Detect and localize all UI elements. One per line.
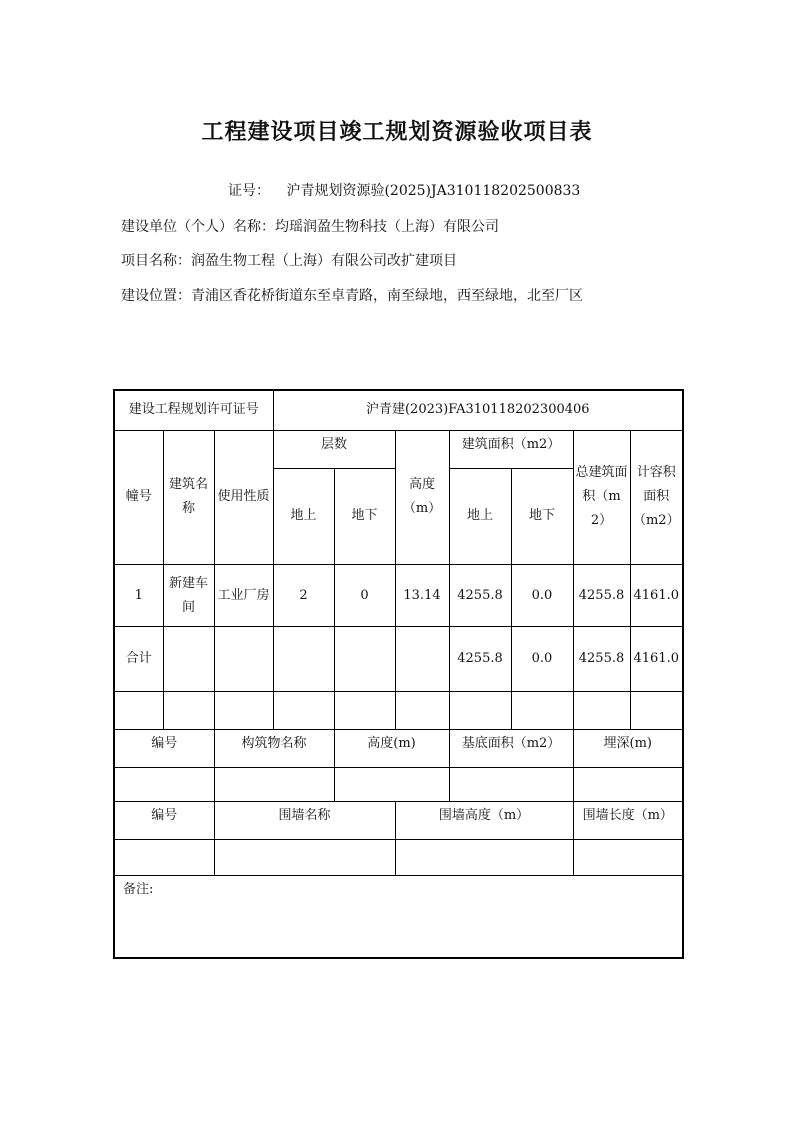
permit-value: 沪青建(2023)FA310118202300406 xyxy=(273,390,683,430)
row1-floors-below: 0 xyxy=(334,565,395,627)
structure-base-area-header: 基底面积（m2） xyxy=(449,729,573,767)
cert-line xyxy=(228,180,580,200)
header-row xyxy=(114,430,683,468)
location-label: 建设位置： xyxy=(121,288,191,304)
header-height: 高度（m） xyxy=(395,430,449,564)
row1-usage: 工业厂房 xyxy=(214,565,273,627)
permit-label: 建设工程规划许可证号 xyxy=(114,390,273,430)
location-value: 青浦区香花桥街道东至卓青路，南至绿地，西至绿地，北至厂区 xyxy=(191,288,583,304)
total-row xyxy=(114,627,683,691)
total-area-below: 0.0 xyxy=(511,627,573,691)
project-label: 项目名称： xyxy=(121,253,191,269)
table-row xyxy=(114,565,683,627)
project-value: 润盈生物工程（上海）有限公司改扩建项目 xyxy=(191,253,457,269)
unit-value: 均瑶润盈生物科技（上海）有限公司 xyxy=(275,219,499,235)
header-area-above: 地上 xyxy=(449,468,511,564)
remarks-label: 备注: xyxy=(114,876,683,958)
structure-name-header: 构筑物名称 xyxy=(214,729,334,767)
structure-empty-row xyxy=(114,767,683,801)
cert-label: 证号： xyxy=(228,183,270,199)
blank-row xyxy=(114,691,683,729)
header-total-area: 总建筑面积（m2） xyxy=(573,430,630,564)
structure-no-header: 编号 xyxy=(114,729,214,767)
unit-label: 建设单位（个人）名称： xyxy=(121,219,275,235)
wall-length-header: 围墙长度（m） xyxy=(573,801,683,839)
unit-line xyxy=(121,216,499,236)
permit-row xyxy=(114,390,683,430)
header-usage: 使用性质 xyxy=(214,430,273,564)
header-building-no: 幢号 xyxy=(114,430,163,564)
structure-header-row xyxy=(114,729,683,767)
wall-empty-row xyxy=(114,840,683,876)
wall-height-header: 围墙高度（m） xyxy=(395,801,573,839)
page-title: 工程建设项目竣工规划资源验收项目表 xyxy=(201,119,593,145)
project-line xyxy=(121,250,457,270)
header-floors-below: 地下 xyxy=(334,468,395,564)
wall-header-row xyxy=(114,801,683,839)
header-floors-above: 地上 xyxy=(273,468,334,564)
location-line xyxy=(121,285,583,305)
structure-height-header: 高度(m) xyxy=(334,729,449,767)
row1-total-area: 4255.8 xyxy=(573,565,630,627)
header-building-name: 建筑名称 xyxy=(163,430,214,564)
row1-height: 13.14 xyxy=(395,565,449,627)
row1-name: 新建车间 xyxy=(163,565,214,627)
row1-floors-above: 2 xyxy=(273,565,334,627)
acceptance-table xyxy=(113,389,684,959)
header-area: 建筑面积（m2） xyxy=(449,430,573,468)
row1-area-below: 0.0 xyxy=(511,565,573,627)
structure-depth-header: 埋深(m) xyxy=(573,729,683,767)
total-total-area: 4255.8 xyxy=(573,627,630,691)
header-floors: 层数 xyxy=(273,430,395,468)
cert-value: 沪青规划资源验(2025)JA310118202500833 xyxy=(286,183,581,199)
row1-area-above: 4255.8 xyxy=(449,565,511,627)
total-label: 合计 xyxy=(114,627,163,691)
total-area-above: 4255.8 xyxy=(449,627,511,691)
header-area-below: 地下 xyxy=(511,468,573,564)
row1-calc-area: 4161.0 xyxy=(630,565,683,627)
remarks-row xyxy=(114,876,683,958)
row1-no: 1 xyxy=(114,565,163,627)
wall-no-header: 编号 xyxy=(114,801,214,839)
header-calc-area: 计容积面积（m2） xyxy=(630,430,683,564)
wall-name-header: 围墙名称 xyxy=(214,801,395,839)
total-calc-area: 4161.0 xyxy=(630,627,683,691)
